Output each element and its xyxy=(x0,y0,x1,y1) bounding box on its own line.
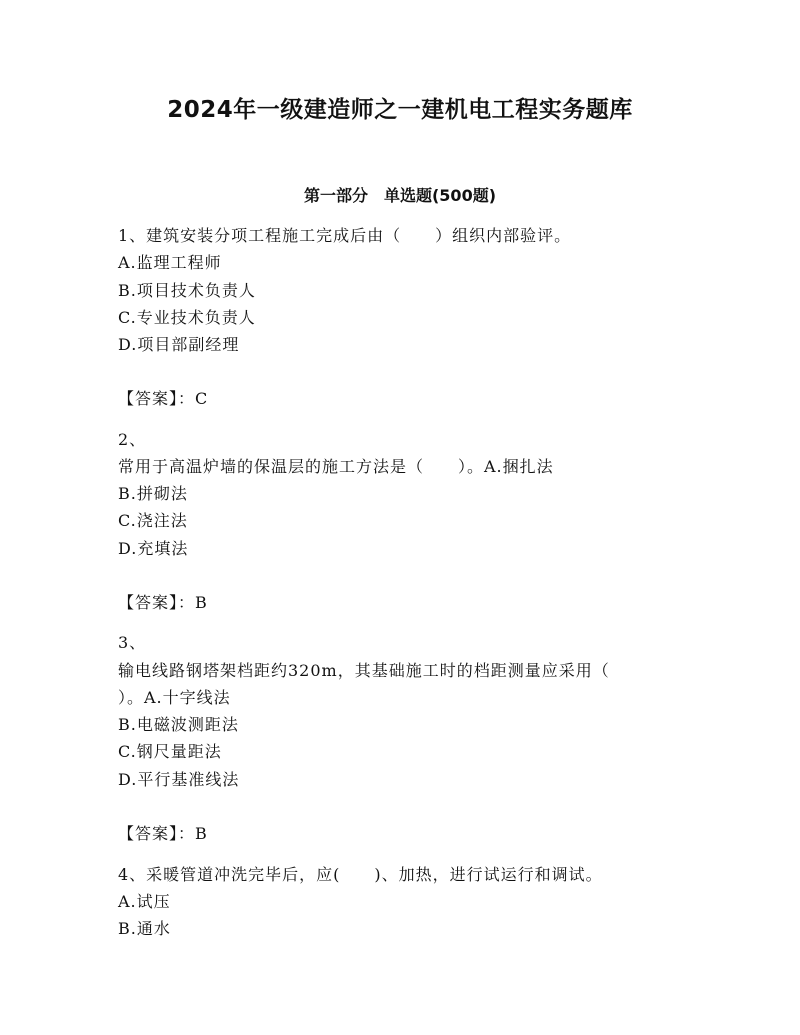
section-heading: 第一部分 单选题(500题) xyxy=(303,186,497,205)
question-4-stem: 4、采暖管道冲洗完毕后，应( )、加热，进行试运行和调试。 xyxy=(118,865,603,884)
question-2-number: 2、 xyxy=(118,430,147,449)
question-4-option-b: B.通水 xyxy=(118,919,171,938)
question-1-option-a: A.监理工程师 xyxy=(118,253,222,272)
question-2-option-d: D.充填法 xyxy=(118,539,189,558)
question-3-option-d: D.平行基准线法 xyxy=(118,770,240,789)
question-3-stem-continued: ）。A.十字线法 xyxy=(118,688,231,707)
question-2-stem: 常用于高温炉墙的保温层的施工方法是（ ）。A.捆扎法 xyxy=(118,457,554,476)
question-1-option-b: B.项目技术负责人 xyxy=(118,281,256,300)
question-3-number: 3、 xyxy=(118,633,147,652)
question-2-option-c: C.浇注法 xyxy=(118,511,188,530)
question-3-option-b: B.电磁波测距法 xyxy=(118,715,239,734)
question-2-option-b: B.拼砌法 xyxy=(118,484,188,503)
question-1-stem: 1、建筑安装分项工程施工完成后由（ ）组织内部验评。 xyxy=(118,226,572,245)
document-title: 2024年一级建造师之一建机电工程实务题库 xyxy=(167,97,633,123)
question-4-option-a: A.试压 xyxy=(118,892,171,911)
question-1-answer: 【答案】：C xyxy=(118,389,209,408)
question-1-option-c: C.专业技术负责人 xyxy=(118,308,256,327)
question-3-stem: 输电线路钢塔架档距约320m，其基础施工时的档距测量应采用（ xyxy=(118,661,610,680)
question-3-option-c: C.钢尺量距法 xyxy=(118,742,222,761)
question-1-option-d: D.项目部副经理 xyxy=(118,335,240,354)
question-2-answer: 【答案】：B xyxy=(118,593,208,612)
question-3-answer: 【答案】：B xyxy=(118,824,208,843)
